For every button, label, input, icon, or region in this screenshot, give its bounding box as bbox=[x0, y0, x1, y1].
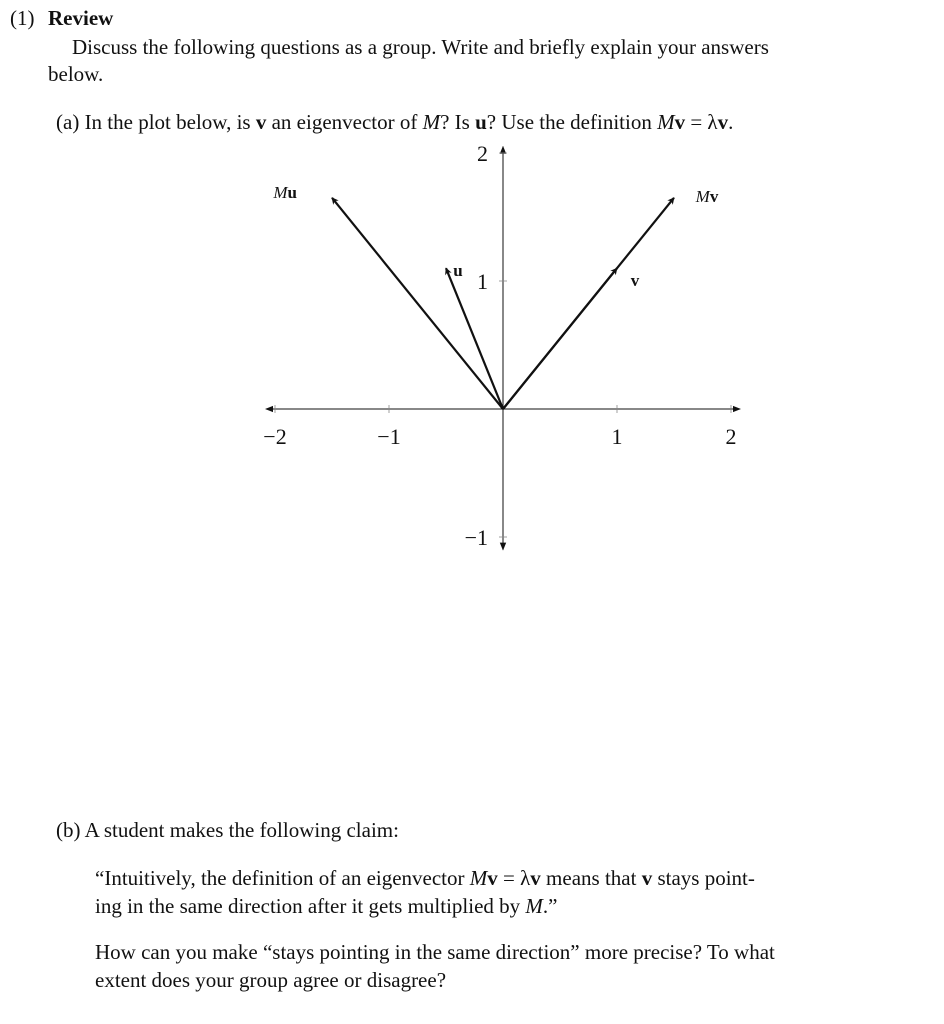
x-tick-label: 1 bbox=[611, 424, 623, 449]
y-tick-label: 2 bbox=[477, 141, 488, 166]
vector-label-Mv: Mv bbox=[695, 186, 719, 206]
vector-label-Mu: Mu bbox=[273, 182, 297, 202]
student-claim-line-2: ing in the same direction after it gets multiplied by M.” bbox=[95, 894, 558, 918]
follow-up-question-line-1: How can you make “stays pointing in the same direction” more precise? To what bbox=[95, 940, 775, 964]
y-tick-label: −1 bbox=[464, 525, 488, 550]
intro-text-line-2: below. bbox=[48, 62, 104, 86]
section-number: (1) bbox=[10, 6, 35, 30]
follow-up-question-line-2: extent does your group agree or disagree? bbox=[95, 968, 447, 992]
x-tick-label: −1 bbox=[377, 424, 401, 449]
section-title: Review bbox=[48, 6, 114, 30]
vector-label-v: v bbox=[630, 271, 640, 291]
student-claim-line-1: “Intuitively, the definition of an eigenvector Mv = λv means that v stays point- bbox=[95, 866, 755, 890]
x-tick-label: 2 bbox=[725, 424, 737, 449]
part-b-question: (b) A student makes the following claim: bbox=[56, 818, 399, 842]
intro-text-line-1: Discuss the following questions as a group. Write and briefly explain your answers bbox=[72, 35, 769, 59]
vector-Mu bbox=[332, 198, 503, 409]
vector-Mv bbox=[503, 198, 674, 409]
y-tick-label: 1 bbox=[477, 269, 488, 294]
part-b-label: (b) bbox=[56, 818, 81, 842]
part-a-question: (a) In the plot below, is v an eigenvector of M? Is u? Use the definition Mv = λv. bbox=[56, 110, 734, 134]
part-a-label: (a) bbox=[56, 110, 80, 134]
vector-u bbox=[446, 268, 503, 409]
x-tick-label: −2 bbox=[263, 424, 287, 449]
vector-label-u: u bbox=[453, 261, 463, 281]
